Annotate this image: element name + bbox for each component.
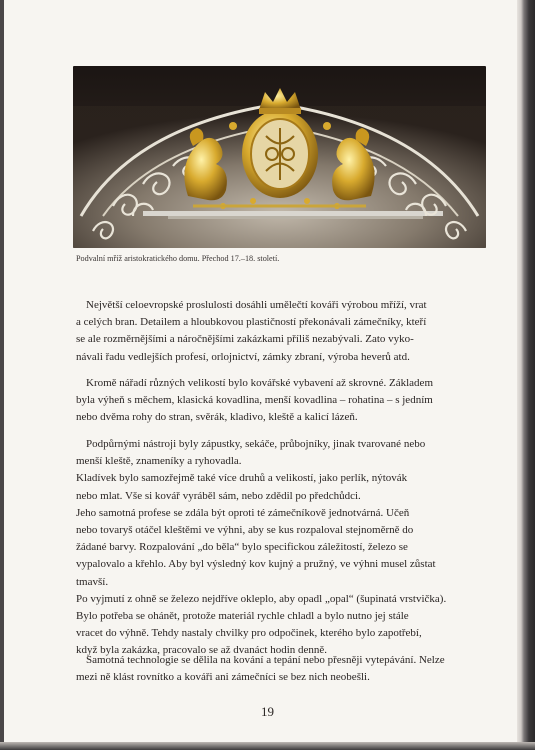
text-line: Bylo potřeba se ohánět, protože materiál rychle chladl a bylo nutno jej stále xyxy=(76,610,409,623)
paragraph-1 xyxy=(76,297,486,366)
text-line: se ale rozměrnějšími a náročnějšími zakázkami příliš nezabývali. Zato vyko- xyxy=(76,333,414,346)
text-line: Kromě nářadí různých velikostí bylo kovářské vybavení až skrovné. Základem xyxy=(86,377,433,389)
text-line: Největší celoevropské proslulosti dosáhli umělečtí kováři výrobou mříží, vrat xyxy=(86,299,427,311)
page-number: 19 xyxy=(261,704,274,719)
text-line: mezi ně klást rovnítko a kováři ani zámečníci se bez nich neobešli. xyxy=(76,671,370,684)
paragraph-4 xyxy=(76,652,486,686)
text-line: menší kleště, znameníky a ryhovadla. xyxy=(76,455,242,468)
text-line: nebo dvěma rohy do stran, svěrák, kladivo, kleště a kalicí lázeň. xyxy=(76,411,358,424)
text-line: Samotná technologie se dělila na kování a tepání nebo přesněji vytepávání. Nelze xyxy=(86,654,445,666)
text-line: Jeho samotná profese se zdála být oproti té zámečníkově jednotvárná. Učeň xyxy=(76,506,410,519)
page-edge-right xyxy=(517,0,535,750)
ironwork-grille-photo xyxy=(73,66,486,248)
text-line: Kladívek bylo samozřejmě také více druhů a velikostí, jako perlík, nýtovák xyxy=(76,472,408,485)
photo-caption: Podvalní mříž aristokratického domu. Přechod 17.–18. století. xyxy=(76,254,280,263)
text-line: nebo tovaryš otáčel kleštěmi ve výhni, aby se kus rozpaloval stejnoměrně do xyxy=(76,524,414,537)
text-line: když byla zakázka, pracovalo se až dvanáct hodin denně. xyxy=(76,644,328,657)
text-line: tmavší. xyxy=(76,575,109,588)
text-line: vypalovalo a křehlo. Aby byl výsledný kov kujný a pružný, ve výhni musel zůstat xyxy=(76,558,436,571)
paragraph-2 xyxy=(76,375,486,427)
page-edge-bottom xyxy=(0,742,535,750)
text-line: návali řadu vedlejších profesí, orlojnictví, zámky zbraní, výroba heverů atd. xyxy=(76,350,410,363)
text-line: Podpůrnými nástroji byly zápustky, sekáče, průbojníky, jinak tvarované nebo xyxy=(86,438,426,450)
text-line: nebo mlat. Vše si kovář vyráběl sám, nebo zdědil po předchůdci. xyxy=(76,489,361,502)
text-line: žádané barvy. Rozpalování „do běla“ bylo specifickou záležitostí, železo se xyxy=(76,541,408,554)
text-line: Po vyjmutí z ohně se železo nejdříve okleplo, aby opadl „opal“ (šupinatá vrstvička). xyxy=(76,592,447,605)
text-line: a celých bran. Detailem a hloubkovou plastičností překonávali zámečníky, kteří xyxy=(76,316,427,329)
text-line: vracet do výhně. Tehdy nastaly chvilky pro odpočinek, kterého bylo zapotřebí, xyxy=(76,627,422,640)
paragraph-3 xyxy=(76,436,486,660)
text-line: byla výheň s měchem, klasická kovadlina, menší kovadlina – rohatina – s jedním xyxy=(76,394,433,407)
